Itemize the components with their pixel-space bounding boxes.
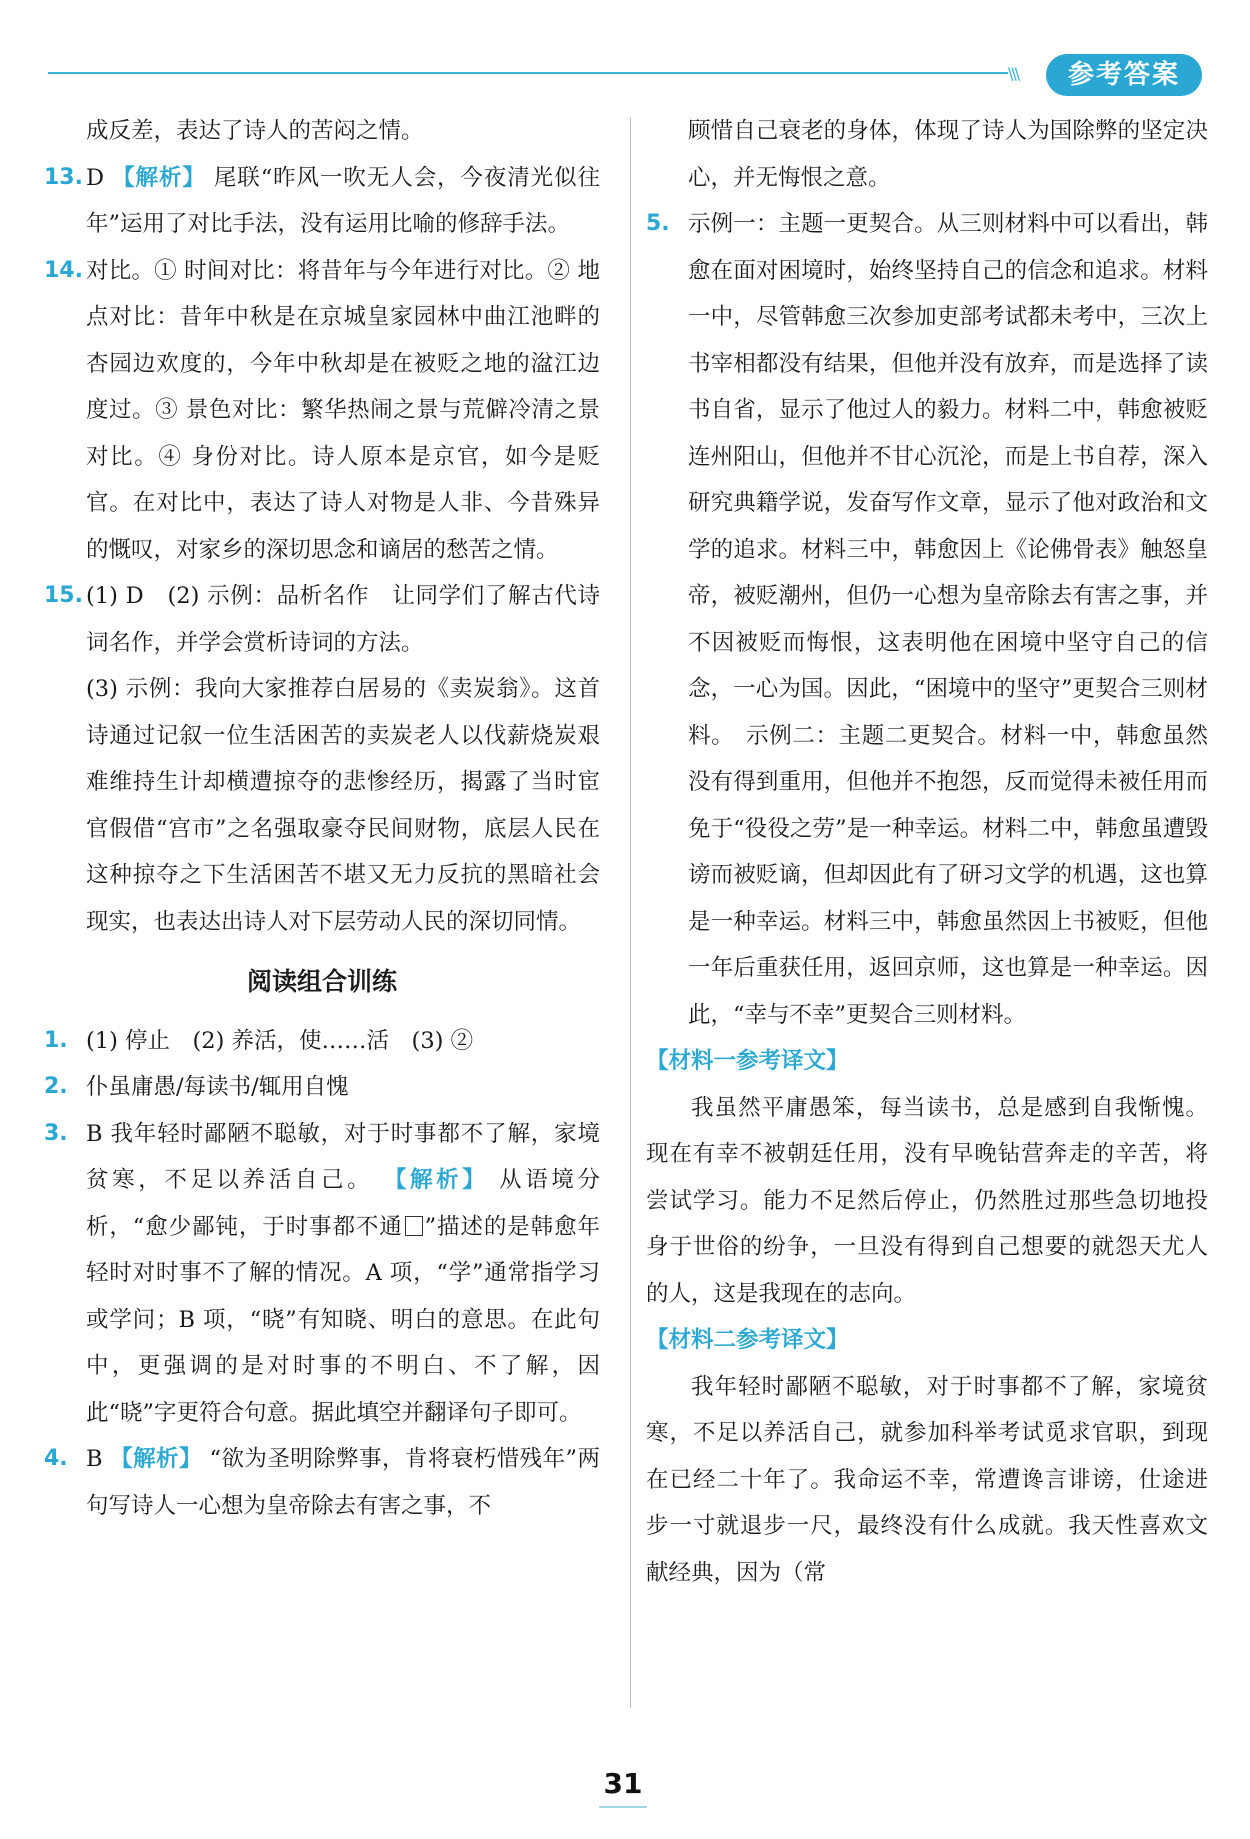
page-number: 31: [595, 1764, 651, 1804]
left-column: [44, 108, 600, 1529]
answer-key-tab: 参考答案: [1046, 54, 1202, 96]
question-number: 13.: [44, 164, 83, 190]
answer-text: 示例一：主题一更契合。从三则材料中可以看出，韩愈在面对困境时，始终坚持自己的信念和追求。材料一中，尽管韩愈三次参加吏部考试都未考中，三次上书宰相都没有结果，但他并没有放弃，而是选择了读书自省，显示了他过人的毅力。材料二中，韩愈被贬连州阳山，但他并不甘心沉沦，而是上书自荐，深入研究典籍学说，发奋写作文章，显示了他对政治和文学的追求。材料三中，韩愈因上《论佛骨表》触怒皇帝，被贬潮州，但仍一心想为皇帝除去有害之事，并不因被贬而悔恨，这表明他在困境中坚守自己的信念，一心为国。因此，“困境中的坚守”更契合三则材料。 示例二：主题二更契合。材料一中，韩愈虽然没有得到重用，但他并不抱怨，反而觉得未被任用而免于“役役之劳”是一种幸运。材料二中，韩愈虽遭毁谤而被贬谪，但却因此有了研习文学的机遇，这也算是一种幸运。材料三中，韩愈虽然因上书被贬，但他一年后重获任用，返回京师，这也算是一种幸运。因此，“幸与不幸”更契合三则材料。: [688, 211, 1208, 1028]
analysis-text-continued: ”描述的是韩愈年轻时对时事不了解的情况。A 项，“学”通常指学习或学问；B 项，“晓”有知晓、明白的意思。在此句中，更强调的是对时事的不明白、不了解，因此“晓”字更符合句意。据此填空并翻译句子即可。: [86, 1213, 600, 1426]
answer-letter: D: [86, 164, 105, 191]
reference-translation-title-2: 【材料二参考译文】: [646, 1327, 849, 1353]
question-14: [44, 248, 600, 574]
answer-text: 对比。① 时间对比：将昔年与今年进行对比。② 地点对比：昔年中秋是在京城皇家园林中曲江池畔的杏园边欢度的，今年中秋却是在被贬之地的湓江边度过。③ 景色对比：繁华热闹之景与荒僻冷清之景对比。④ 身份对比。诗人原本是京官，如今是贬官。在对比中，表达了诗人对物是人非、今昔殊异的慨叹，对家乡的深切思念和谪居的愁苦之情。: [86, 257, 600, 563]
translation-text: 我年轻时鄙陋不聪敏，对于时事都不了解，家境贫寒，不足以养活自己。: [86, 1120, 600, 1193]
q4-continuation: 顾惜自己衰老的身体，体现了诗人为国除弊的坚定决心，并无悔恨之意。: [688, 118, 1208, 191]
answer-text: (1) 停止 (2) 养活，使……活 (3) ②: [86, 1027, 474, 1054]
reference-translation-2: 我年轻时鄙陋不聪敏，对于时事都不了解，家境贫寒，不足以养活自己，就参加科举考试觅求官职，到现在已经二十年了。我命运不幸，常遭谗言诽谤，仕途进步一寸就退步一尺，最终没有什么成就。我天性喜欢文献经典，因为（常: [646, 1373, 1208, 1586]
question-number: 2.: [44, 1074, 68, 1099]
header-rule: [48, 72, 1008, 74]
reading-question-1: [44, 1018, 600, 1065]
reading-question-2: [44, 1064, 600, 1111]
answer-text: 仆虽庸愚/每读书/辄用自愧: [86, 1074, 349, 1100]
section-title: 阅读组合训练: [246, 967, 397, 996]
column-divider: [630, 118, 631, 1708]
question-number: 5.: [646, 211, 670, 236]
analysis-text: “欲为圣明除弊事，肯将衰朽惜残年”两句写诗人一心想为皇帝除去有害之事，不: [86, 1446, 600, 1519]
question-number: 14.: [44, 257, 83, 283]
reference-translation-1: 我虽然平庸愚笨，每当读书，总是感到自我惭愧。现在有幸不被朝廷任用，没有早晚钻营奔走的辛苦，将尝试学习。能力不足然后停止，仍然胜过那些急切地投身于世俗的纷争，一旦没有得到自己想要的就怨天尤人的人，这是我现在的志向。: [646, 1094, 1208, 1307]
question-number: 15.: [44, 583, 83, 608]
reading-question-3: [44, 1111, 600, 1437]
analysis-text: 从语境分析，“愈少鄙钝，于时事都不通: [86, 1167, 600, 1240]
analysis-tag: 【解析】: [110, 1446, 202, 1472]
answer-letter: B: [86, 1120, 103, 1147]
right-column: [646, 108, 1208, 1596]
question-number: 4.: [44, 1446, 68, 1471]
reading-question-5: [646, 201, 1208, 1038]
reference-translation-title-1: 【材料一参考译文】: [646, 1048, 849, 1074]
analysis-tag: 【解析】: [112, 164, 206, 191]
reading-question-4: [44, 1436, 600, 1529]
blank-box: [405, 1216, 423, 1236]
question-number: 1.: [44, 1027, 68, 1053]
q12-continuation: 成反差，表达了诗人的苦闷之情。: [86, 118, 424, 144]
analysis-text: 尾联“昨风一吹无人会，今夜清光似往年”运用了对比手法，没有运用比喻的修辞手法。: [86, 164, 601, 237]
question-number: 3.: [44, 1120, 68, 1146]
answer-part-1-2: (1) D (2) 示例：品析名作 让同学们了解古代诗词名作，并学会赏析诗词的方法。: [86, 583, 600, 656]
question-13: [44, 155, 600, 248]
analysis-tag: 【解析】: [383, 1167, 489, 1193]
answer-letter: B: [86, 1446, 103, 1472]
answer-part-3: (3) 示例：我向大家推荐白居易的《卖炭翁》。这首诗通过记叙一位生活困苦的卖炭老人以伐薪烧炭艰难维持生计却横遭掠夺的悲惨经历，揭露了当时宦官假借“宫市”之名强取豪夺民间财物，底层人民在这种掠夺之下生活困苦不堪又无力反抗的黑暗社会现实，也表达出诗人对下层劳动人民的深切同情。: [86, 676, 600, 935]
header-rule-ticks: \\\: [1008, 64, 1019, 83]
question-15: [44, 573, 600, 945]
